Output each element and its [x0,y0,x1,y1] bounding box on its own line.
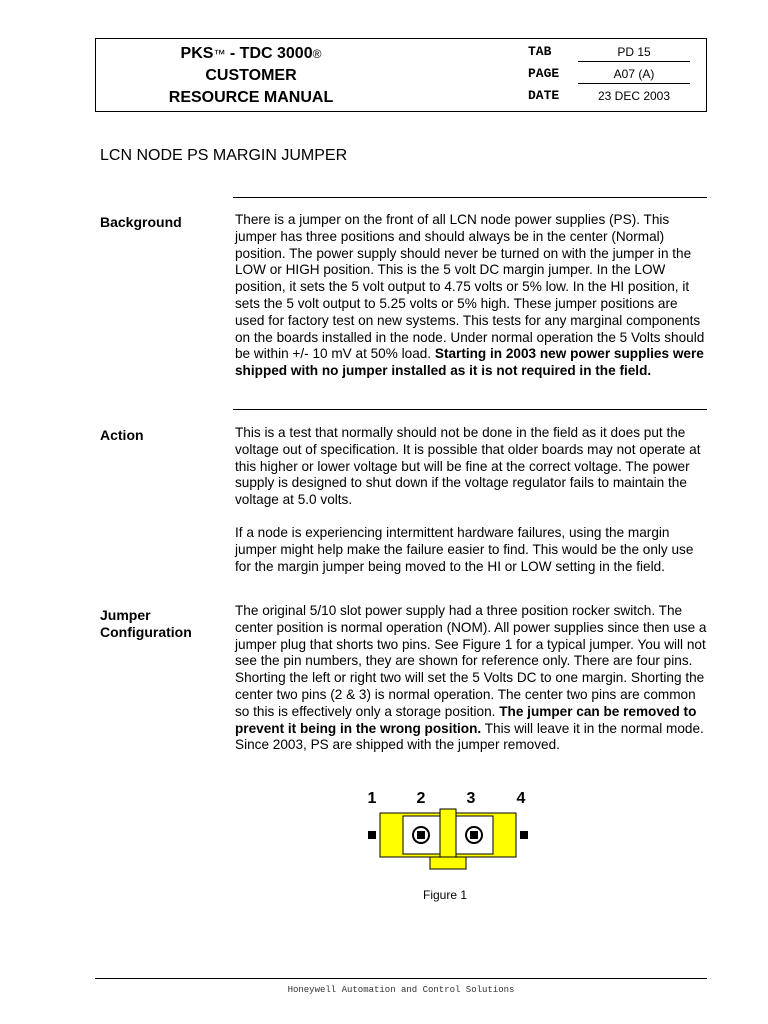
tab-value: PD 15 [578,43,690,62]
header-page-row [528,65,698,87]
date-key: DATE [528,88,560,103]
pin-2 [417,831,425,839]
page-key: PAGE [528,66,560,81]
page-value: A07 (A) [578,65,690,84]
header-manual: RESOURCE MANUAL [168,89,334,106]
pin-1 [368,831,376,839]
header-product-line: PKS™ - TDC 3000® [180,45,322,62]
date-value: 23 DEC 2003 [597,89,671,103]
action-paragraph-1: This is a test that normally should not be done in the field as it does put the voltage out of specification. It is possible that older boards may not operate at this higher or lower voltage but will be fine at the correct voltage. The power supply is designed to shut down if the voltage regulator fails to maintain the voltage at 5.0 volts. [235,425,701,508]
jumper-diagram [360,785,540,875]
pin-label-3: 3 [466,790,476,807]
header-title-block [96,43,406,109]
background-text: There is a jumper on the front of all LCN node power supplies (PS). This jumper has three positions and should always be in the center (Normal) position. The power supply should never be turned on with the jumper in the LOW or HIGH position. This is the 5 volt DC margin jumper. In the LOW position, it sets the 5 volt output to 4.75 volts or 5% low. In the HI position, it sets the 5 volt output to 5.25 volts or 5% high. These jumper positions are used for factory test on new systems. This tests for any marginal components on the boards installed in the node. Under normal operation the 5 Volts should be within +/- 10 mV at 50% load. Starting in 2003 new power supplies were shipped with no jumper installed as it is not required in the field. [235,212,705,379]
page-title: LCN NODE PS MARGIN JUMPER [100,147,348,164]
header-tab-row [528,43,698,65]
pin-label-4: 4 [516,790,526,807]
header-meta [528,43,698,109]
section-divider [233,409,707,410]
jumper-bold-note: The jumper can be removed to prevent it being in the wrong position. [235,703,697,736]
jumper-tab [430,857,466,869]
jumper-config-text: The original 5/10 slot power supply had a three position rocker switch. The center position is normal operation (NOM). All power supplies since then use a jumper plug that shorts two pins. See Figure 1 for a typical jumper. You will not see the pin numbers, they are shown for reference only. There are four pins. Shorting the left or right two will set the 5 Volts DC to one margin. Shorting the center two pins (2 & 3) is normal operation. The center two pins are common so this is effectively only a storage position. The jumper can be removed to prevent it being in the wrong position. This will leave it in the normal mode. Since 2003, PS are shipped with the jumper removed. [235,603,707,753]
background-bold-note: Starting in 2003 new power supplies were shipped with no jumper installed as it is not required in the field. [235,346,704,379]
background-label: Background [100,214,182,230]
action-text [235,425,710,591]
tab-key: TAB [528,44,552,59]
pin-3 [470,831,478,839]
footer-text: Honeywell Automation and Control Solutions [287,985,515,995]
section-divider [233,197,707,198]
pin-label-1: 1 [367,790,377,807]
pin-4 [520,831,528,839]
jumper-config-label: Jumper Configuration [100,607,192,640]
figure-caption: Figure 1 [422,888,468,902]
header-customer: CUSTOMER [205,67,297,84]
action-label: Action [100,427,144,443]
footer-divider [95,978,707,979]
header-box [95,38,707,112]
action-paragraph-2: If a node is experiencing intermittent hardware failures, using the margin jumper might help make the failure easier to find. This would be the only use for the margin jumper being moved to the HI or LOW setting in the field. [235,524,694,574]
pin-label-2: 2 [416,790,426,807]
header-date-row [528,87,698,109]
